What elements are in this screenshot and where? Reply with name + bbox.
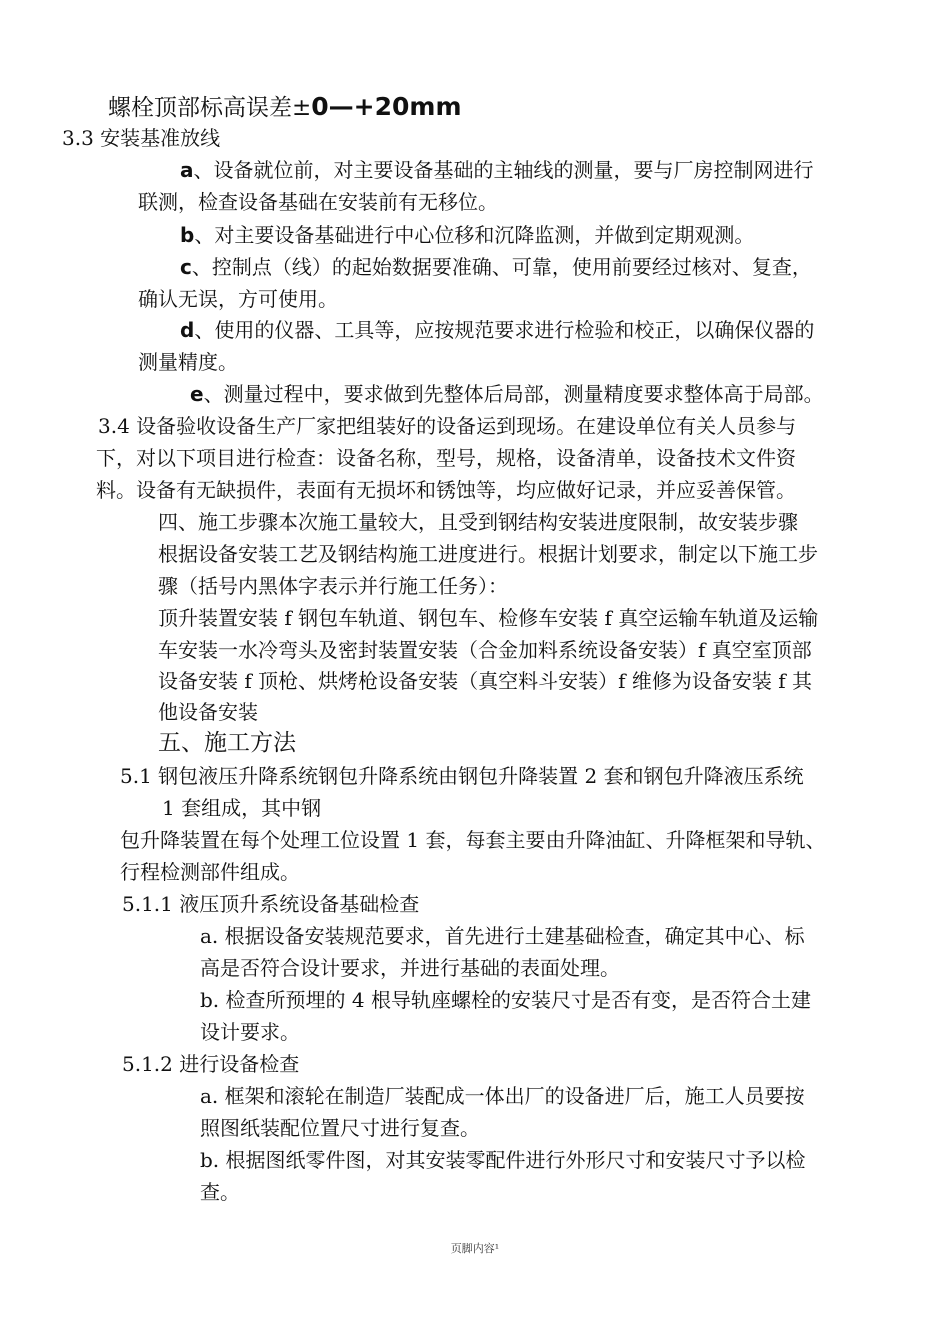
paragraph-line: 测量精度。 [138, 350, 238, 374]
item-mark: e [190, 382, 204, 406]
paragraph-line [180, 157, 814, 183]
paragraph-line: 查。 [200, 1180, 240, 1204]
paragraph-line: 设备安装 f 顶枪、烘烤枪设备安装（真空料斗安装）f 维修为设备安装 f 其 [158, 669, 812, 693]
paragraph-line: 料。设备有无缺损件，表面有无损坏和锈蚀等，均应做好记录，并应妥善保管。 [96, 478, 796, 502]
paragraph-line [180, 317, 814, 343]
section-4-line: 四、施工步骤本次施工量较大，且受到钢结构安装进度限制，故安装步骤 [158, 510, 798, 534]
section-3-4-line: 3.4 设备验收设备生产厂家把组装好的设备运到现场。在建设单位有关人员参与 [98, 414, 797, 438]
paragraph-line: 他设备安装 [158, 700, 258, 724]
page-footer: 页脚内容¹ [450, 1242, 500, 1255]
section-5-1-1-heading: 5.1.1 液压顶升系统设备基础检查 [122, 892, 420, 916]
tolerance-label: 螺栓顶部标高误差± [108, 95, 312, 121]
paragraph-line: 骤（括号内黑体字表示并行施工任务）： [158, 574, 508, 598]
item-mark: a [180, 158, 194, 182]
paragraph-line [180, 254, 812, 280]
item-mark: c [180, 255, 192, 279]
item-mark: d [180, 318, 195, 342]
section-5-1-2-heading: 5.1.2 进行设备检查 [122, 1052, 300, 1076]
section-5-heading: 五、施工方法 [158, 730, 296, 756]
section-3-3-heading: 3.3 安装基准放线 [62, 126, 221, 150]
paragraph-line: 设计要求。 [200, 1020, 300, 1044]
paragraph-line: 包升降装置在每个处理工位设置 1 套，每套主要由升降油缸、升降框架和导轨、 [120, 828, 826, 852]
item-text: 、测量过程中，要求做到先整体后局部，测量精度要求整体高于局部。 [203, 382, 824, 406]
paragraph-line: 1 套组成，其中钢 [162, 796, 322, 820]
tolerance-value: 0—+20mm [311, 92, 462, 121]
paragraph-line: 车安装一水冷弯头及密封装置安装（合金加料系统设备安装）f 真空室顶部 [158, 638, 812, 662]
item-text: 、使用的仪器、工具等，应按规范要求进行检验和校正，以确保仪器的 [194, 318, 815, 342]
paragraph-line: 顶升装置安装 f 钢包车轨道、钢包车、检修车安装 f 真空运输车轨道及运输 [158, 606, 819, 630]
paragraph-line: 照图纸装配位置尺寸进行复查。 [200, 1116, 480, 1140]
paragraph-line: 确认无误，方可使用。 [138, 287, 338, 311]
section-5-1-line: 5.1 钢包液压升降系统钢包升降系统由钢包升降装置 2 套和钢包升降液压系统 [120, 764, 804, 788]
paragraph-line [180, 222, 754, 248]
paragraph-line: 联测，检查设备基础在安装前有无移位。 [138, 190, 498, 214]
item-text: 、设备就位前，对主要设备基础的主轴线的测量，要与厂房控制网进行 [193, 158, 814, 182]
tolerance-line [108, 92, 462, 123]
paragraph-line: b. 检查所预埋的 4 根导轨座螺栓的安装尺寸是否有变，是否符合土建 [200, 988, 811, 1012]
paragraph-line: a. 根据设备安装规范要求，首先进行土建基础检查，确定其中心、标 [200, 924, 805, 948]
paragraph-line [190, 381, 824, 407]
paragraph-line: 行程检测部件组成。 [120, 860, 300, 884]
paragraph-line: b. 根据图纸零件图，对其安装零配件进行外形尺寸和安装尺寸予以检 [200, 1148, 806, 1172]
item-text: 、控制点（线）的起始数据要准确、可靠，使用前要经过核对、复查， [191, 255, 812, 279]
paragraph-line: 高是否符合设计要求，并进行基础的表面处理。 [200, 956, 620, 980]
paragraph-line: 下，对以下项目进行检查：设备名称，型号，规格，设备清单，设备技术文件资 [96, 446, 796, 470]
paragraph-line: a. 框架和滚轮在制造厂装配成一体出厂的设备进厂后，施工人员要按 [200, 1084, 805, 1108]
item-text: 、对主要设备基础进行中心位移和沉降监测，并做到定期观测。 [194, 223, 755, 247]
item-mark: b [180, 223, 195, 247]
paragraph-line: 根据设备安装工艺及钢结构施工进度进行。根据计划要求，制定以下施工步 [158, 542, 818, 566]
